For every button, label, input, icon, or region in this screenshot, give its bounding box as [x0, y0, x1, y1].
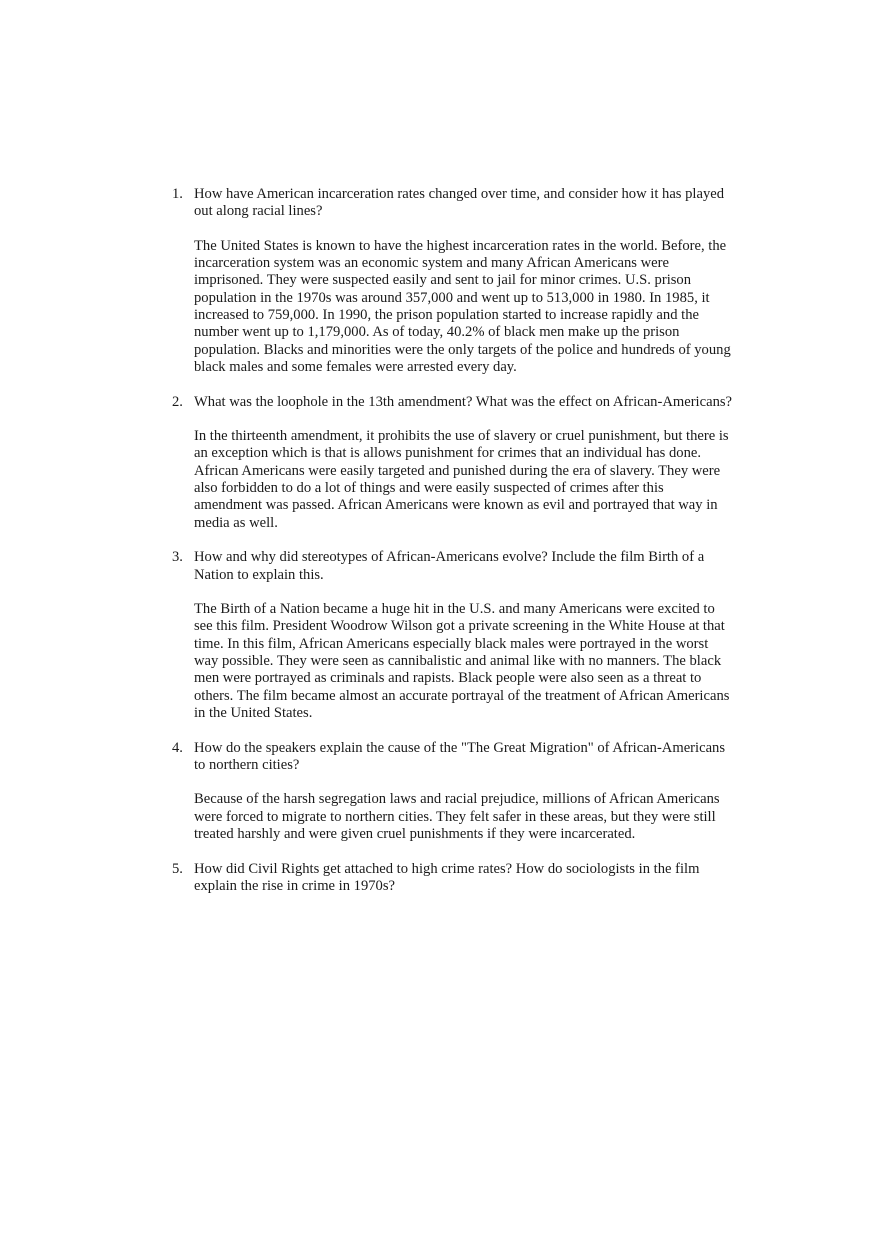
question-number: 5.: [172, 860, 183, 877]
answer-text: Because of the harsh segregation laws and racial prejudice, millions of African Americans were forced to migrate to northern cities. They felt safer in these areas, but they were still treated harshly and were given cruel punishments if they were incarcerated.: [194, 791, 720, 842]
answer-text: In the thirteenth amendment, it prohibits the use of slavery or cruel punishment, but there is an exception which is that is allows punishment for crimes that an individual has done. African Americans were easily targeted and punished during the era of slavery. They were also forbidden to do a lot of things and were easily suspected of crimes after this amendment was passed. African Americans were known as evil and portrayed that way in media as well.: [194, 428, 729, 531]
question-item-4: [172, 740, 734, 844]
question-text: How did Civil Rights get attached to high crime rates? How do sociologists in the film explain the rise in crime in 1970s?: [194, 860, 700, 894]
question-list: [172, 186, 734, 912]
answer-text: The Birth of a Nation became a huge hit in the U.S. and many Americans were excited to see this film. President Woodrow Wilson got a private screening in the White House at that time. In this film, African Americans especially black males were portrayed in the worst way possible. They were seen as cannibalistic and animal like with no manners. The black men were portrayed as criminals and rapists. Black people were also seen as a threat to others. The film became almost an accurate portrayal of the treatment of African Americans in the United States.: [194, 601, 730, 721]
answer-text: The United States is known to have the highest incarceration rates in the world. Before, the incarceration system was an economic system and many African Americans were imprisoned. They were suspected easily and sent to jail for minor crimes. U.S. prison population in the 1970s was around 357,000 and went up to 513,000 in 1980. In 1985, it increased to 759,000. In 1990, the prison population started to increase rapidly and the number went up to 1,179,000. As of today, 40.2% of black men make up the prison population. Blacks and minorities were the only targets of the police and hundreds of young black males and some females were arrested every day.: [194, 237, 731, 375]
question-text: How have American incarceration rates changed over time, and consider how it has played out along racial lines?: [194, 186, 725, 220]
question-text: How do the speakers explain the cause of the "The Great Migration" of African-Americans to northern cities?: [194, 739, 726, 773]
question-number: 1.: [172, 186, 183, 202]
question-item-3: [172, 549, 734, 722]
question-item-2: [172, 394, 734, 532]
question-number: 3.: [172, 549, 183, 566]
question-number: 2.: [172, 393, 183, 410]
question-item-5: [172, 861, 734, 896]
question-text: How and why did stereotypes of African-Americans evolve? Include the film Birth of a Nation to explain this.: [194, 549, 705, 583]
question-number: 4.: [172, 739, 183, 756]
question-item-1: [172, 186, 734, 376]
question-text: What was the loophole in the 13th amendment? What was the effect on African-Americans?: [194, 393, 733, 410]
